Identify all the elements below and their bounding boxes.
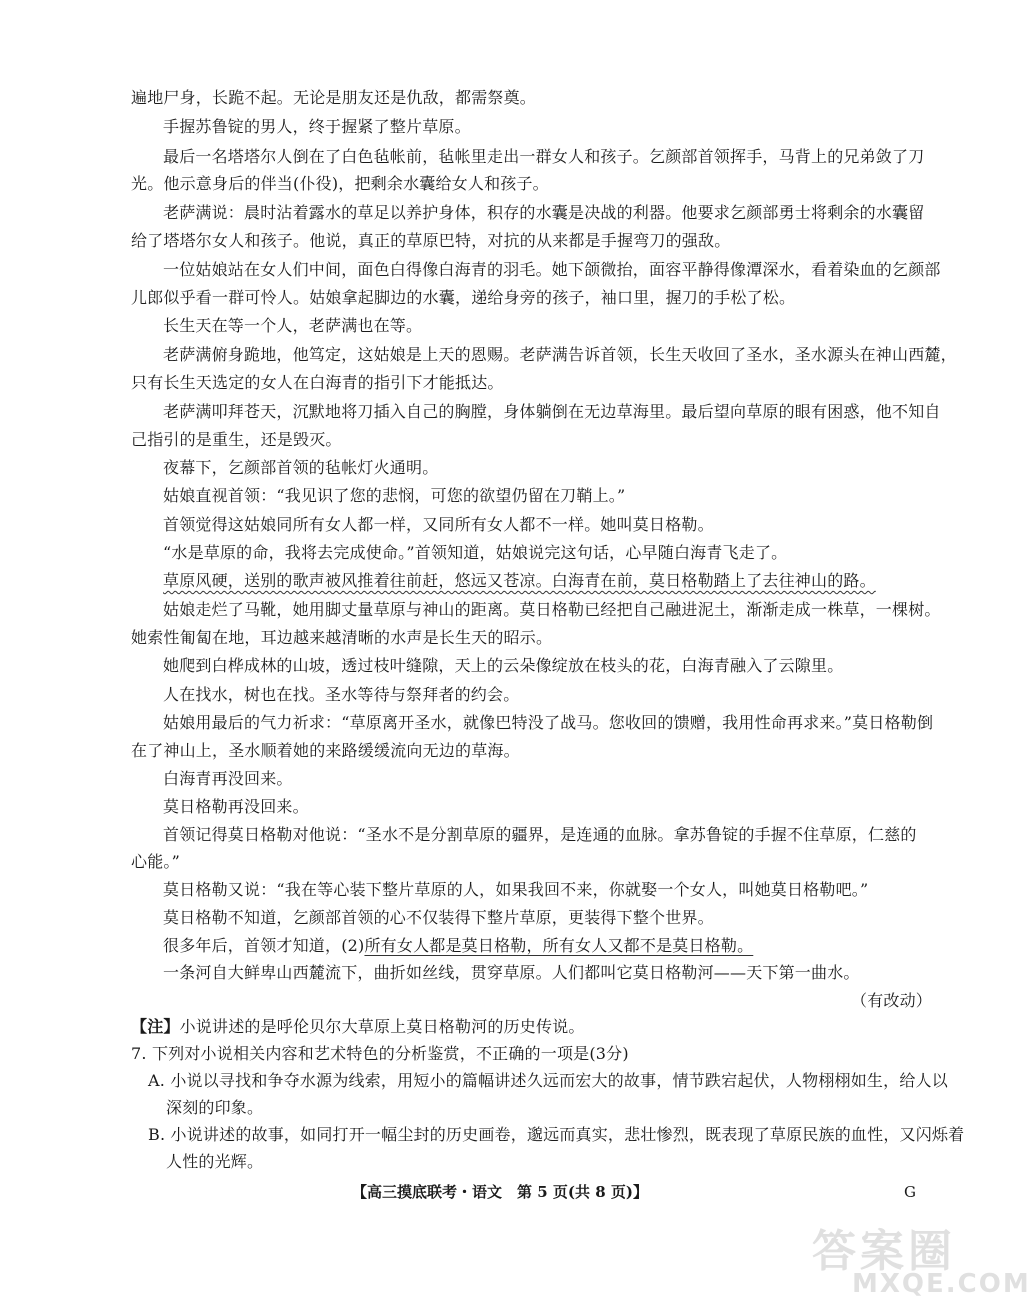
text-line: 夜幕下，乞颜部首领的毡帐灯火通明。: [163, 458, 439, 477]
source-note: （有改动）: [851, 991, 933, 1010]
question-7: 7. 下列对小说相关内容和艺术特色的分析鉴赏，不正确的一项是(3分): [131, 1044, 629, 1063]
annotation-line: [131, 1017, 585, 1037]
text-line: 姑娘走烂了马靴，她用脚丈量草原与神山的距离。莫日格勒已经把自己融进泥土，渐渐走成一株草，一棵树。: [163, 600, 941, 619]
note-label: 【注】: [131, 1017, 180, 1036]
watermark-main-text: 答案圈: [812, 1226, 956, 1277]
text-line: 莫日格勒再没回来。: [163, 797, 309, 816]
text-line: 她爬到白桦成林的山坡，透过枝叶缝隙，天上的云朵像绽放在枝头的花，白海青融入了云隙里。: [163, 656, 844, 675]
text-line: 在了神山上，圣水顺着她的来路缓缓流向无边的草海。: [131, 741, 520, 760]
text-line: 老萨满说：晨时沾着露水的草足以养护身体，积存的水囊是决战的利器。他要求乞颜部勇士将剩余的水囊留: [163, 203, 925, 222]
text-line: “水是草原的命，我将去完成使命。”首领知道，姑娘说完这句话，心早随白海青飞走了。: [163, 543, 788, 562]
text-line: [163, 936, 753, 956]
text-line: 只有长生天选定的女人在白海青的指引下才能抵达。: [131, 373, 504, 392]
text-line: 己指引的是重生，还是毁灭。: [131, 430, 342, 449]
wavy-underlined-line: 草原风硬，送别的歌声被风推着往前赶，悠远又苍凉。白海青在前，莫日格勒踏上了去往神山的路。: [163, 571, 876, 590]
text-line: 光。他示意身后的伴当(仆役)，把剩余水囊给女人和孩子。: [131, 174, 549, 193]
text-line: 最后一名塔塔尔人倒在了白色毡帐前，毡帐里走出一群女人和孩子。乞颜部首领挥手，马背上的兄弟敛了刀: [163, 147, 925, 166]
text-line: 人在找水，树也在找。圣水等待与祭拜者的约会。: [163, 685, 520, 704]
text-line: 儿郎似乎看一群可怜人。姑娘拿起脚边的水囊，递给身旁的孩子，袖口里，握刀的手松了松。: [131, 288, 796, 307]
option-a-continued: 深刻的印象。: [166, 1098, 264, 1117]
option-b: B. 小说讲述的故事，如同打开一幅尘封的历史画卷，邈远而真实，悲壮惨烈，既表现了草原民族的血性，又闪烁着: [148, 1125, 965, 1144]
text-line: 老萨满叩拜苍天，沉默地将刀插入自己的胸膛，身体躺倒在无边草海里。最后望向草原的眼有困惑，他不知自: [163, 402, 941, 421]
watermark-logo: [812, 1215, 1031, 1303]
text-line: 首领觉得这姑娘同所有女人都一样，又同所有女人都不一样。她叫莫日格勒。: [163, 515, 714, 534]
text-line: 姑娘直视首领：“我见识了您的悲悯，可您的欲望仍留在刀鞘上。”: [163, 486, 626, 505]
option-a: A. 小说以寻找和争夺水源为线索，用短小的篇幅讲述久远而宏大的故事，情节跌宕起伏，人物栩栩如生，给人以: [148, 1071, 948, 1090]
footer-exam-info: 【高三摸底联考・语文 第 5 页(共 8 页)】: [352, 1183, 648, 1201]
text-line: 她索性匍匐在地，耳边越来越清晰的水声是长生天的昭示。: [131, 628, 553, 647]
text-line: 首领记得莫日格勒对他说：“圣水不是分割草原的疆界，是连通的血脉。拿苏鲁锭的手握不住草原，仁慈的: [163, 825, 917, 844]
underlined-sentence: 所有女人都是莫日格勒，所有女人又都不是莫日格勒。: [364, 936, 754, 955]
option-b-continued: 人性的光辉。: [166, 1152, 264, 1171]
text-line: 心能。”: [131, 852, 180, 871]
question-intro-text: 很多年后，首领才知道，(2): [163, 936, 365, 955]
text-line: 一条河自大鲜卑山西麓流下，曲折如丝线，贯穿草原。人们都叫它莫日格勒河——天下第一曲水。: [163, 963, 860, 982]
text-line: 莫日格勒不知道，乞颜部首领的心不仅装得下整片草原，更装得下整个世界。: [163, 908, 714, 927]
text-line: 给了塔塔尔女人和孩子。他说，真正的草原巴特，对抗的从来都是手握弯刀的强敌。: [131, 231, 731, 250]
text-line: 老萨满俯身跪地，他笃定，这姑娘是上天的恩赐。老萨满告诉首领，长生天收回了圣水，圣水源头在神山西麓，: [163, 345, 957, 364]
footer-version-letter: G: [904, 1183, 916, 1201]
note-text: 小说讲述的是呼伦贝尔大草原上莫日格勒河的历史传说。: [179, 1017, 585, 1036]
text-line: 白海青再没回来。: [163, 769, 293, 788]
text-line: 姑娘用最后的气力祈求：“草原离开圣水，就像巴特没了战马。您收回的馈赠，我用性命再求来。”莫日格勒倒: [163, 713, 934, 732]
text-line: 莫日格勒又说：“我在等心装下整片草原的人，如果我回不来，你就娶一个女人，叫她莫日格勒吧。”: [163, 880, 869, 899]
text-line: 一位姑娘站在女人们中间，面色白得像白海青的羽毛。她下颌微抬，面容平静得像潭深水，看着染血的乞颜部: [163, 260, 941, 279]
watermark-sub-text: MXQE.COM: [852, 1269, 1031, 1299]
text-line: 手握苏鲁锭的男人，终于握紧了整片草原。: [163, 117, 471, 136]
text-line: 遍地尸身，长跪不起。无论是朋友还是仇敌，都需祭奠。: [131, 88, 537, 107]
text-line: 长生天在等一个人，老萨满也在等。: [163, 316, 423, 335]
